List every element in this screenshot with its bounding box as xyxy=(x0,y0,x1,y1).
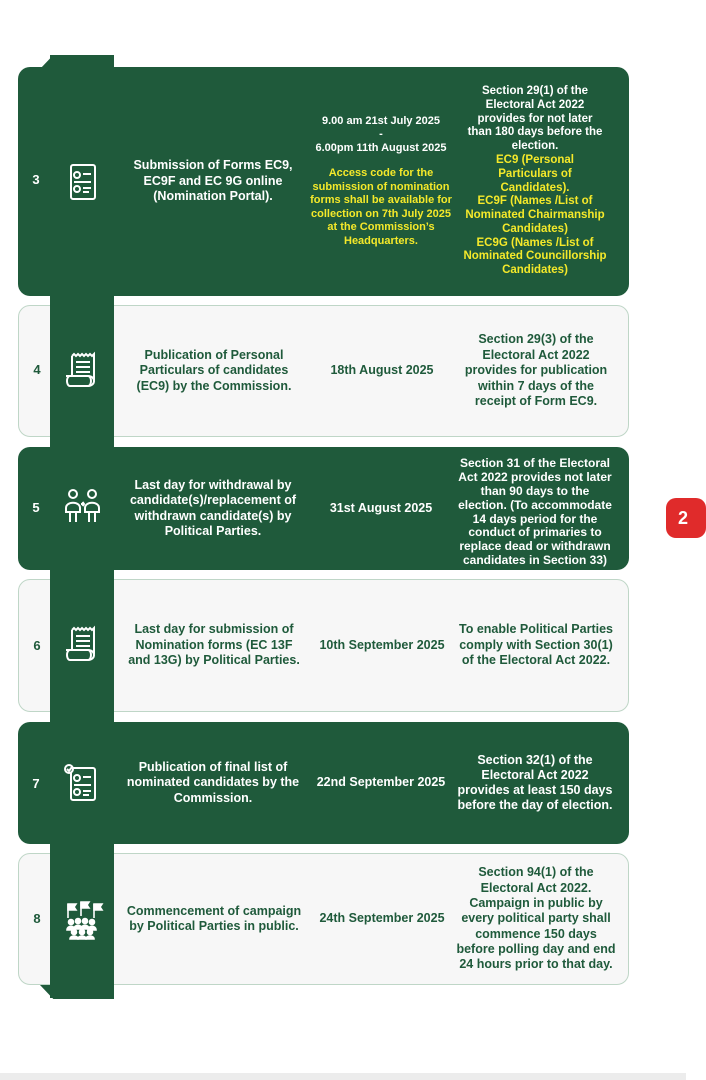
candidate-replacement-icon xyxy=(62,486,104,528)
row-number: 6 xyxy=(33,638,41,653)
row-number: 4 xyxy=(33,362,41,377)
scroll-submission-icon xyxy=(62,624,104,666)
page-edge-badge: 2 xyxy=(666,498,706,538)
section-cell xyxy=(455,67,615,296)
date-text: 10th September 2025 xyxy=(319,637,445,652)
date-text: 24th September 2025 xyxy=(319,911,445,926)
date-text: 18th August 2025 xyxy=(330,363,434,378)
date-note: Access code for the submission of nomination forms shall be available for collection on 7th July 2025 at the Commission’s Headquarters. xyxy=(310,167,452,247)
section-text: Section 31 of the Electoral Act 2022 provides not later than 90 days to the election. (To accommodate 14 days period for the conduct of primaries to replace dead or withdrawn candidates in Section 33) xyxy=(458,456,612,567)
scroll-publication-icon xyxy=(62,350,104,392)
activity-text: Publication of Personal Particulars of candidates (EC9) by the Commission. xyxy=(136,347,292,393)
row-number: 3 xyxy=(32,172,40,187)
row-number: 5 xyxy=(32,500,40,515)
section-note-ec9: EC9 (Personal Particulars of Candidates). xyxy=(496,153,574,194)
section-note-ec9g: EC9G (Names /List of Nominated Councillorship Candidates) xyxy=(463,236,607,277)
activity-text: Last day for withdrawal by candidate(s)/replacement of withdrawn candidate(s) by Political Parties. xyxy=(129,477,296,538)
row-number: 8 xyxy=(33,911,41,926)
activity-text: Commencement of campaign by Political Parties in public. xyxy=(126,903,302,933)
date-text: 22nd September 2025 xyxy=(316,775,446,790)
date-separator: - xyxy=(379,128,383,141)
section-text: Section 29(3) of the Electoral Act 2022 provides for publication within 7 days of the receipt of Form EC9. xyxy=(464,332,608,409)
section-text: To enable Political Parties comply with Section 30(1) of the Electoral Act 2022. xyxy=(459,622,613,668)
activity-text: Submission of Forms EC9, EC9F and EC 9G online (Nomination Portal). xyxy=(133,158,293,204)
form-document-icon xyxy=(62,161,104,203)
bottom-bar xyxy=(0,1073,686,1080)
campaign-crowd-icon xyxy=(62,898,104,940)
section-text: Section 32(1) of the Electoral Act 2022 provides at least 150 days before the day of election. xyxy=(457,753,613,812)
row-number: 7 xyxy=(32,776,40,791)
date-cell xyxy=(305,67,457,296)
activity-text: Last day for submission of Nomination forms (EC 13F and 13G) by Political Parties. xyxy=(128,622,300,668)
approved-list-icon xyxy=(62,762,104,804)
section-note-ec9f: EC9F (Names /List of Nominated Chairmanship Candidates) xyxy=(465,195,605,235)
date-text: 31st August 2025 xyxy=(329,500,433,515)
date-start: 9.00 am 21st July 2025 xyxy=(321,114,441,127)
date-end: 6.00pm 11th August 2025 xyxy=(315,141,447,154)
section-text: Section 94(1) of the Electoral Act 2022. Campaign in public by every political party shall commence 150 days before polling day and end 24 hours prior to that day. xyxy=(456,865,616,972)
activity-text: Publication of final list of nominated candidates by the Commission. xyxy=(126,759,300,805)
section-text: Section 29(1) of the Electoral Act 2022 provides for not later than 180 days before the election. xyxy=(467,84,603,153)
